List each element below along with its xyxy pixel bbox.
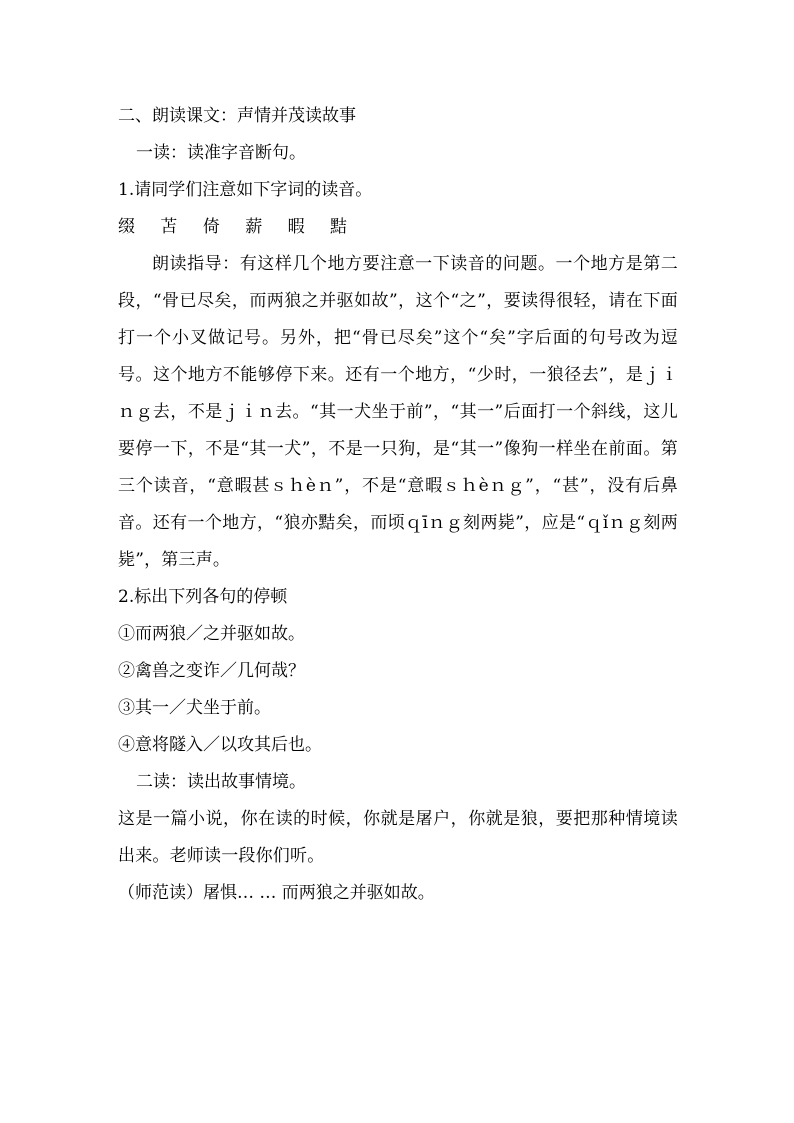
- teacher-demo-reading: （师范读）屠惧… … 而两狼之并驱如故。: [118, 883, 435, 903]
- item2-heading: 2.标出下列各句的停顿: [118, 587, 288, 607]
- pause-item: ①而两狼／之并驱如故。: [118, 624, 305, 644]
- word-item: 苫: [160, 217, 178, 237]
- word-item: 薪: [245, 217, 263, 237]
- word-item: 倚: [202, 217, 220, 237]
- read-two-text: 这是一篇小说，你在读的时候，你就是屠户，你就是狼，要把那种情境读出来。老师读一段你们听。: [118, 809, 678, 866]
- pause-item: ③其一／犬坐于前。: [118, 698, 271, 718]
- document-page: [118, 98, 678, 912]
- read-one-heading: 一读：读准字音断句。: [136, 143, 306, 163]
- item1-heading: 1.请同学们注意如下字词的读音。: [118, 180, 373, 200]
- word-item: 黠: [330, 217, 348, 237]
- read-two-heading: 二读：读出故事情境。: [136, 772, 306, 792]
- reading-guidance: 朗读指导：有这样几个地方要注意一下读音的问题。一个地方是第二段，“骨已尽矣，而两狼之并驱如故”，这个“之”，要读得很轻，请在下面打一个小叉做记号。另外，把“骨已尽矣”这个“矣”字后面的句号改为逗号。这个地方不能够停下来。还有一个地方，“少时，一狼径去”，是ｊｉｎｇ去，不是ｊｉｎ去。“其一犬坐于前”，“其一”后面打一个斜线，这儿要停一下，不是“其一犬”，不是一只狗，是“其一”像狗一样坐在前面。第三个读音，“意暇甚ｓｈèｎ”，不是“意暇ｓｈèｎｇ”，“甚”，没有后鼻音。还有一个地方，“狼亦黠矣，而顷ｑīｎｇ刻两毙”，应是“ｑǐｎｇ刻两毙”，第三声。: [118, 254, 678, 570]
- word-item: 暇: [287, 217, 305, 237]
- word-list: [118, 209, 678, 246]
- pause-item: ②禽兽之变诈／几何哉？: [118, 661, 305, 681]
- word-item: 缀: [118, 217, 135, 237]
- pause-item: ④意将隧入／以攻其后也。: [118, 735, 322, 755]
- section-heading: 二、朗读课文：声情并茂读故事: [118, 106, 356, 126]
